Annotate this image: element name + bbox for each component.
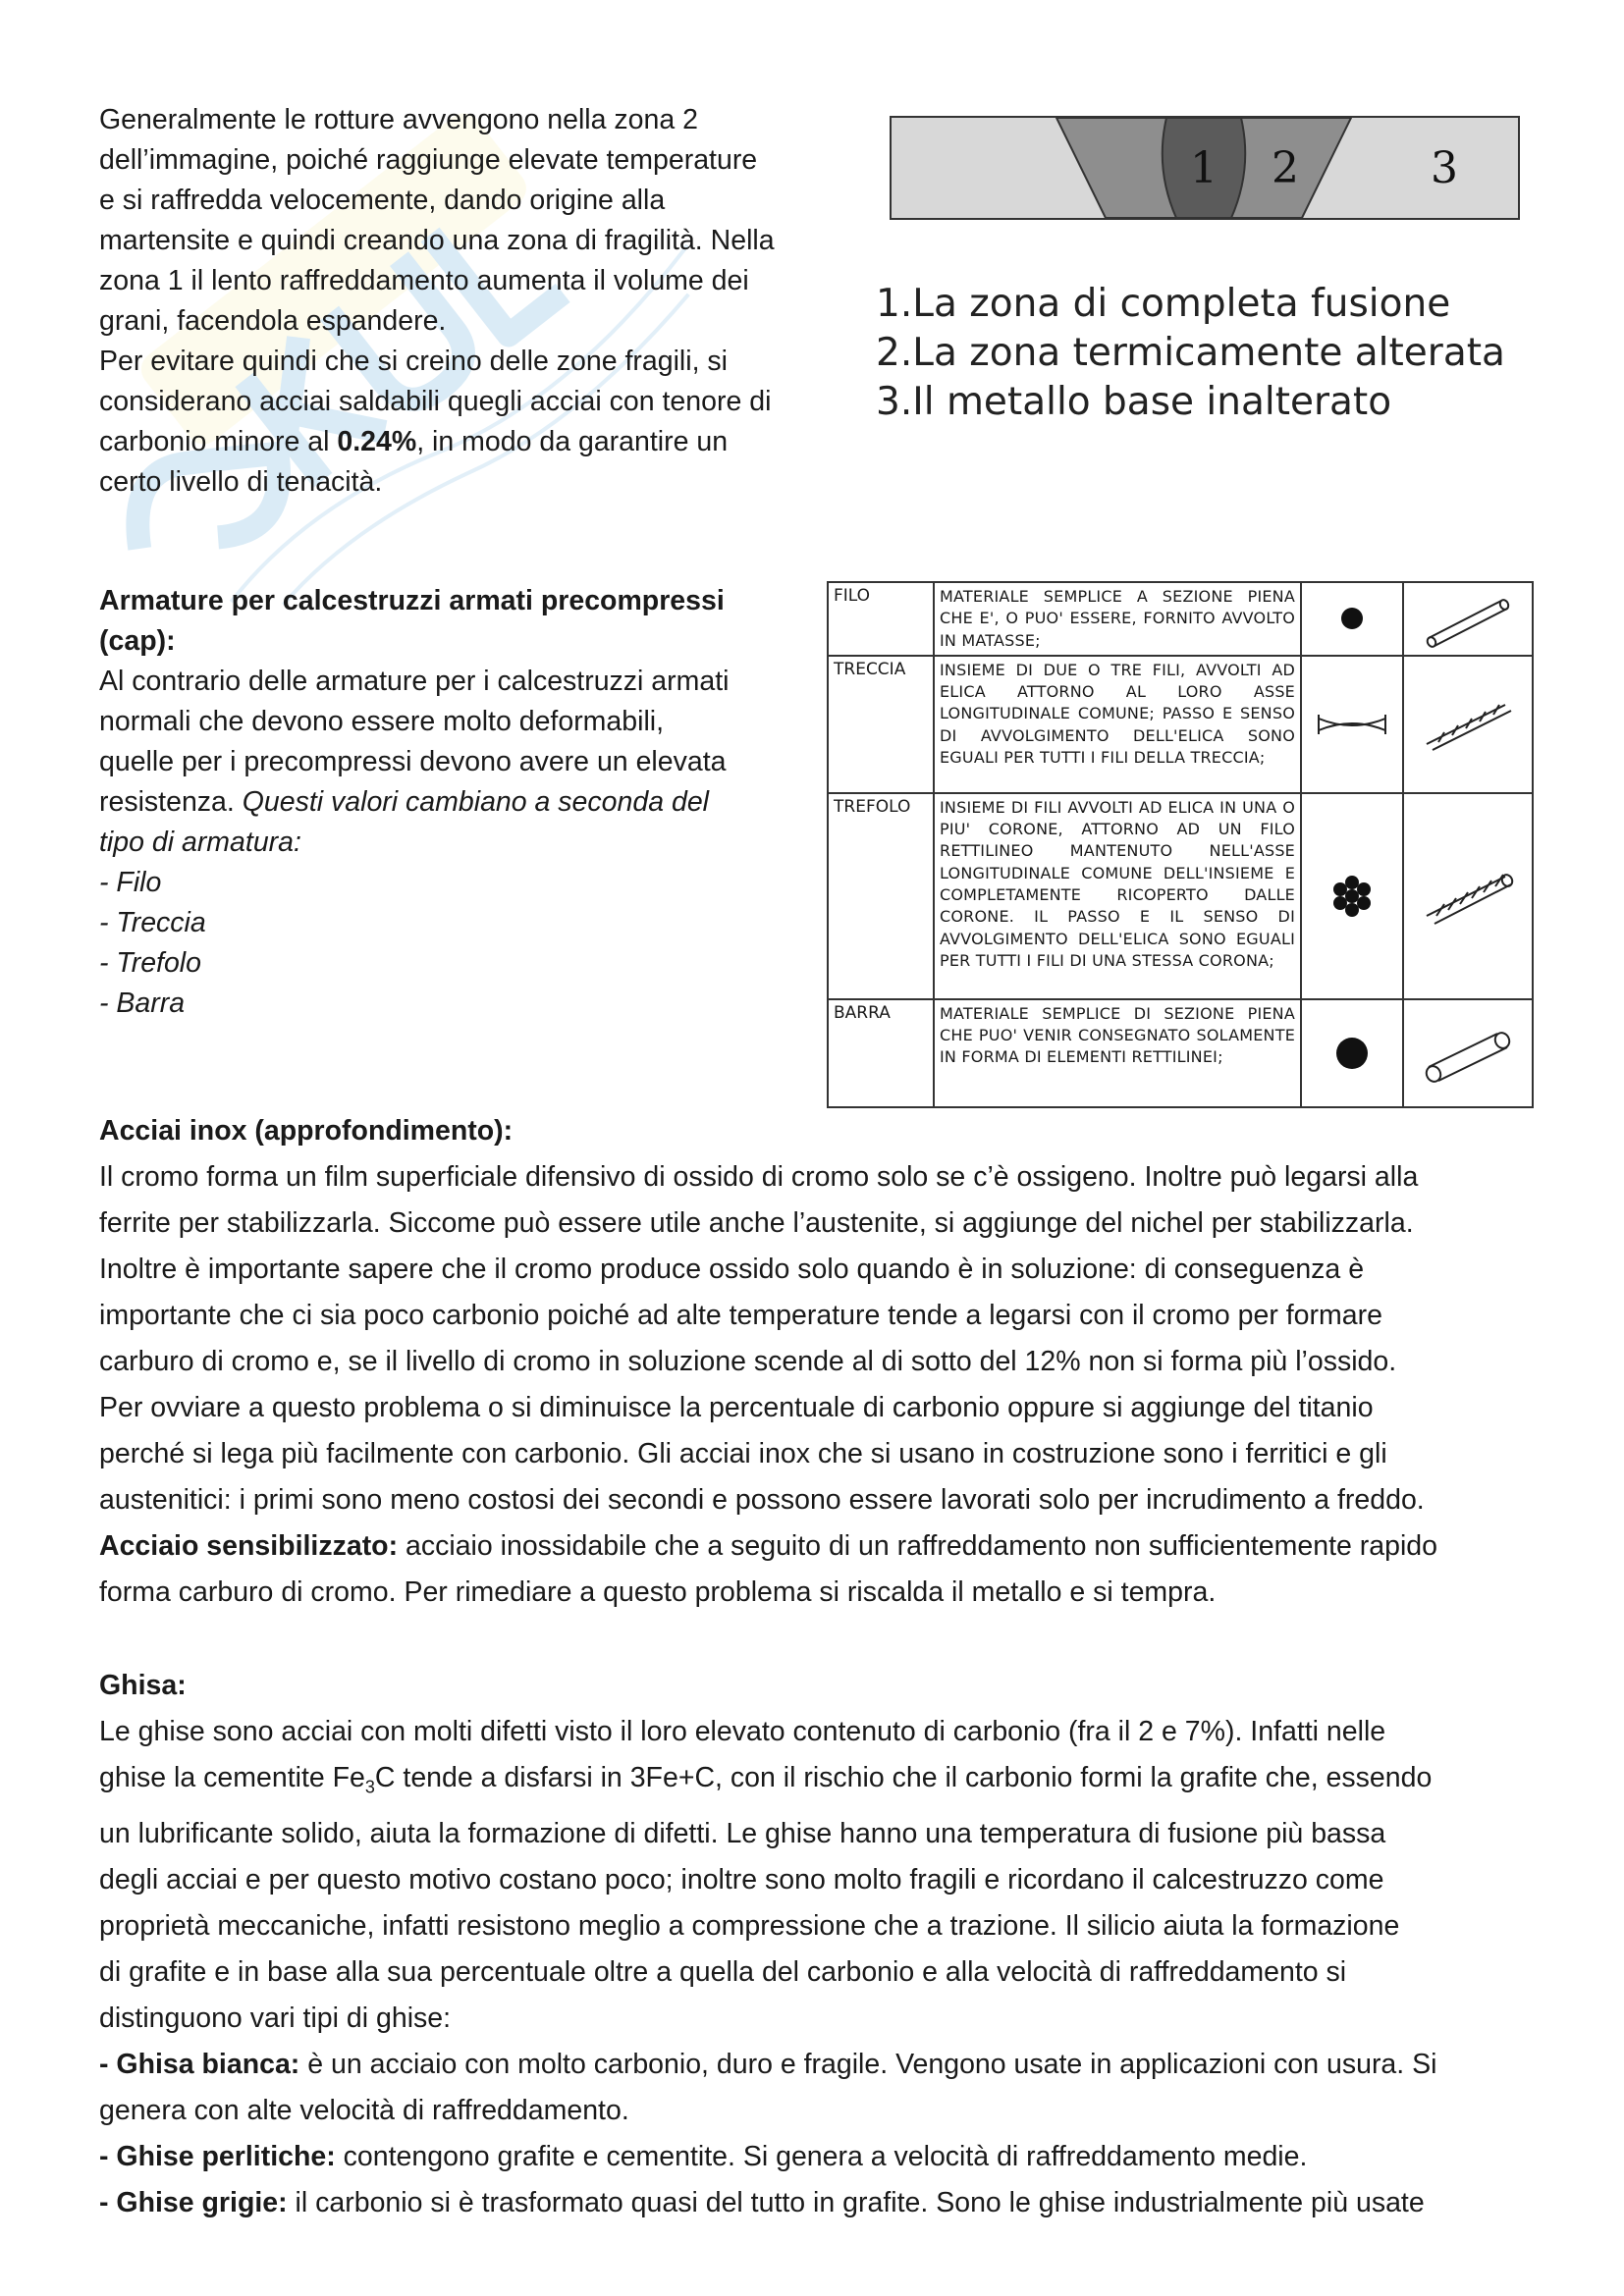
ghisa-text: è un acciaio con molto carbonio, duro e fragile. Vengono usate in applicazioni con usura. Si — [299, 2048, 1437, 2080]
isometric-cell — [1403, 656, 1533, 793]
inox-line: austenitici: i primi sono meno costosi dei secondi e possono essere lavorati solo per incrudimento a freddo. — [99, 1484, 1425, 1516]
intro-line: Generalmente le rotture avvengono nella zona 2 — [99, 104, 698, 135]
intro-line: martensite e quindi creando una zona di fragilità. Nella — [99, 225, 775, 256]
tendon-isometric-icon — [1419, 867, 1517, 926]
ghisa-type-line — [99, 2042, 1582, 2088]
ghisa-line: proprietà meccaniche, infatti resistono meglio a compressione che a trazione. Il silicio aiuta la formazione — [99, 1909, 1400, 1942]
ghisa-section — [99, 1663, 1582, 2226]
section-heading: Armature per calcestruzzi armati precompressi — [99, 585, 725, 616]
list-item: - Treccia — [99, 907, 206, 938]
section-heading: (cap): — [99, 625, 176, 657]
zone-label-2: 2 — [1272, 143, 1299, 193]
inox-line — [99, 1523, 1582, 1570]
table-row — [828, 656, 1533, 793]
section-heading: Ghisa: — [99, 1670, 187, 1701]
carbon-limit-value: 0.24% — [337, 426, 417, 457]
description-cell: INSIEME DI DUE O TRE FILI, AVVOLTI AD ELICA ATTORNO AL LORO ASSE LONGITUDINALE COMUNE; PASSO E SENSO DI AVVOLGIMENTO DELL'ELICA SONO EGUALI PER TUTTI I FILI DELLA TRECCIA; — [934, 656, 1301, 793]
inox-section — [99, 1108, 1582, 1616]
weld-zones-figure — [890, 116, 1520, 222]
type-cell: TRECCIA — [828, 656, 934, 793]
cap-line: quelle per i precompressi devono avere un elevata — [99, 746, 727, 777]
zone-label-3: 3 — [1431, 143, 1458, 193]
wire-isometric-icon — [1419, 589, 1517, 648]
ghisa-line: un lubrificante solido, aiuta la formazione di difetti. Le ghise hanno una temperatura di fusione più bassa — [99, 1817, 1386, 1849]
cap-text-italic: Questi valori cambiano a seconda del — [242, 786, 710, 818]
legend-item: 1.La zona di completa fusione — [876, 282, 1451, 326]
bar-section-icon — [1330, 1032, 1374, 1075]
table-row — [828, 582, 1533, 656]
list-item: - Filo — [99, 867, 162, 898]
description-cell: INSIEME DI FILI AVVOLTI AD ELICA IN UNA O PIU' CORONE, ATTORNO AD UN FILO RETTILINEO MANTENUTO NELL'ASSE LONGITUDINALE COMUNE DELL'INSIEME E COMPLETAMENTE RICOPERTO DALLE CORONE. IL PASSO E IL SENSO DI AVVOLGIMENTO DELL'ELICA SONO EGUALI PER TUTTI I FILI DI UNA STESSA CORONA; — [934, 793, 1301, 999]
ghisa-text: ghise la cementite Fe — [99, 1762, 365, 1793]
intro-paragraph — [99, 100, 845, 503]
ghisa-text: il carbonio si è trasformato quasi del tutto in grafite. Sono le ghise industrialmente più usate — [287, 2186, 1425, 2218]
term-bold: - Ghise grigie: — [99, 2186, 288, 2218]
description-cell: MATERIALE SEMPLICE A SEZIONE PIENA CHE E', O PUO' ESSERE, FORNITO AVVOLTO IN MATASSE; — [934, 582, 1301, 656]
intro-line: considerano acciai saldabili quegli acciai con tenore di — [99, 386, 772, 417]
intro-line: certo livello di tenacità. — [99, 466, 383, 498]
ghisa-text: C tende a disfarsi in 3Fe+C, con il rischio che il carbonio formi la grafite che, essendo — [374, 1762, 1433, 1793]
isometric-cell — [1403, 582, 1533, 656]
term-bold: Acciaio sensibilizzato: — [99, 1530, 399, 1562]
inox-line: Inoltre è importante sapere che il cromo produce ossido solo quando è in soluzione: di conseguenza è — [99, 1254, 1365, 1285]
ghisa-line: di grafite e in base alla sua percentuale oltre a quella del carbonio e alla velocità di raffreddamento si — [99, 1955, 1347, 1988]
ghisa-type-line — [99, 2134, 1582, 2180]
intro-line: Per evitare quindi che si creino delle zone fragili, si — [99, 346, 728, 377]
armature-types-table — [827, 581, 1534, 1108]
legend-item: 2.La zona termicamente alterata — [876, 331, 1505, 375]
legend-item: 3.Il metallo base inalterato — [876, 380, 1392, 424]
ghisa-line: Le ghise sono acciai con molti difetti visto il loro elevato contenuto di carbonio (fra il 2 e 7%). Infatti nelle — [99, 1716, 1386, 1747]
intro-text: carbonio minore al — [99, 426, 338, 457]
ghisa-line: degli acciai e per questo motivo costano poco; inoltre sono molto fragili e ricordano il calcestruzzo come — [99, 1863, 1384, 1896]
subscript: 3 — [364, 1777, 375, 1797]
inox-line: Per ovviare a questo problema o si diminuisce la percentuale di carbonio oppure si aggiunge del titanio — [99, 1392, 1374, 1423]
ghisa-line: genera con alte velocità di raffreddamento. — [99, 2094, 629, 2126]
table-row — [828, 999, 1533, 1107]
weld-zones-legend — [876, 280, 1505, 427]
section-cell — [1301, 656, 1403, 793]
intro-line: dell’immagine, poiché raggiunge elevate temperature — [99, 144, 758, 176]
ghisa-text: contengono grafite e cementite. Si genera a velocità di raffreddamento medie. — [335, 2140, 1308, 2172]
inox-line: forma carburo di cromo. Per rimediare a questo problema si riscalda il metallo e si tempra. — [99, 1576, 1217, 1608]
intro-line — [99, 422, 845, 462]
description-cell: MATERIALE SEMPLICE DI SEZIONE PIENA CHE PUO' VENIR CONSEGNATO SOLAMENTE IN FORMA DI ELEMENTI RETTILINEI; — [934, 999, 1301, 1107]
intro-line: zona 1 il lento raffreddamento aumenta il volume dei — [99, 265, 749, 296]
list-item: - Trefolo — [99, 947, 201, 979]
section-cell — [1301, 793, 1403, 999]
isometric-cell — [1403, 999, 1533, 1107]
section-heading: Acciai inox (approfondimento): — [99, 1115, 514, 1147]
type-cell: BARRA — [828, 999, 934, 1107]
inox-text: acciaio inossidabile che a seguito di un raffreddamento non sufficientemente rapido — [398, 1530, 1437, 1562]
section-cell — [1301, 582, 1403, 656]
wire-section-icon — [1332, 599, 1372, 638]
inox-line: carburo di cromo e, se il livello di cromo in soluzione scende al di sotto del 12% non si forma più l’ossido. — [99, 1346, 1397, 1377]
inox-line: perché si lega più facilmente con carbonio. Gli acciai inox che si usano in costruzione sono i ferritici e gli — [99, 1438, 1387, 1469]
strand-isometric-icon — [1419, 695, 1517, 754]
section-cell — [1301, 999, 1403, 1107]
term-bold: - Ghise perlitiche: — [99, 2140, 336, 2172]
bar-isometric-icon — [1419, 1024, 1517, 1083]
term-bold: - Ghisa bianca: — [99, 2048, 300, 2080]
type-cell: FILO — [828, 582, 934, 656]
cap-line: Al contrario delle armature per i calcestruzzi armati — [99, 666, 730, 697]
tendon-section-icon — [1327, 872, 1377, 921]
ghisa-type-line — [99, 2180, 1582, 2226]
intro-line: e si raffredda velocemente, dando origine alla — [99, 185, 666, 216]
inox-line: Il cromo forma un film superficiale difensivo di ossido di cromo solo se c’è ossigeno. Inoltre può legarsi alla — [99, 1161, 1419, 1193]
cap-line — [99, 782, 806, 823]
cap-section — [99, 581, 806, 1024]
cap-text: resistenza. — [99, 786, 243, 818]
cap-line: normali che devono essere molto deformabili, — [99, 706, 665, 737]
list-item: - Barra — [99, 988, 186, 1019]
cap-line: tipo di armatura: — [99, 827, 301, 858]
inox-line: ferrite per stabilizzarla. Siccome può essere utile anche l’austenite, si aggiunge del nichel per stabilizzarla. — [99, 1207, 1414, 1239]
inox-line: importante che ci sia poco carbonio poiché ad alte temperature tende a legarsi con il cromo per formare — [99, 1300, 1382, 1331]
intro-text: , in modo da garantire un — [416, 426, 729, 457]
table-row — [828, 793, 1533, 999]
isometric-cell — [1403, 793, 1533, 999]
ghisa-line — [99, 1755, 1582, 1811]
zone-label-1: 1 — [1190, 143, 1218, 193]
strand-section-icon — [1313, 705, 1391, 744]
intro-line: grani, facendola espandere. — [99, 305, 447, 337]
ghisa-line: distinguono vari tipi di ghise: — [99, 2002, 452, 2034]
type-cell: TREFOLO — [828, 793, 934, 999]
